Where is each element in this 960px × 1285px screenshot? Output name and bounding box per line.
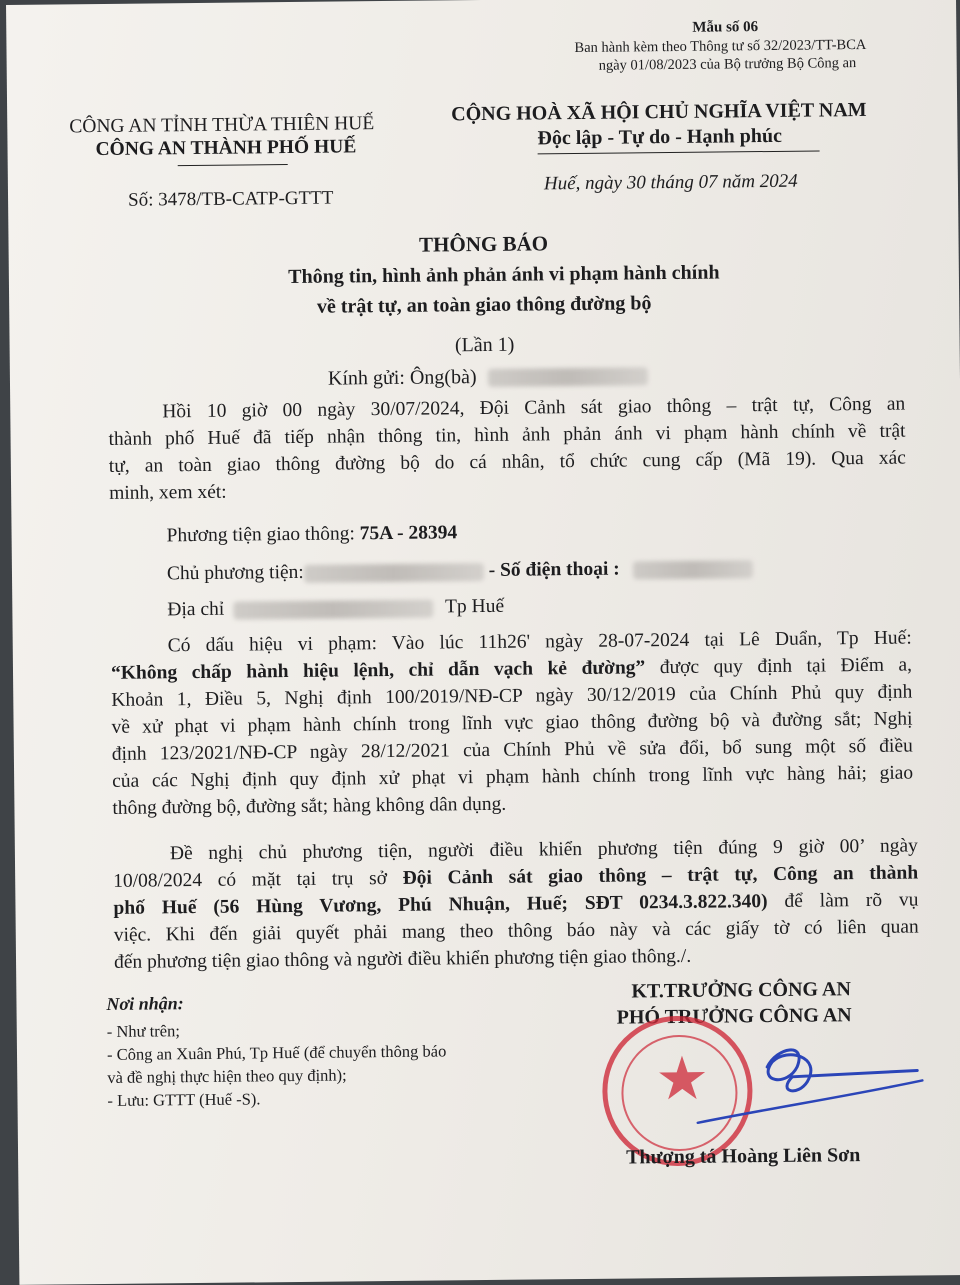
request-line-3	[113, 889, 918, 919]
greeting-label: Kính gửi: Ông(bà)	[327, 366, 477, 390]
owner-label: Chủ phương tiện:	[166, 561, 304, 585]
notice-title: THÔNG BÁO	[418, 231, 549, 257]
signature-line-1: KT.TRƯỞNG CÔNG AN	[631, 978, 851, 1003]
phone-label: - Số điện thoại :	[483, 558, 620, 582]
request-line-1: Đề nghị chủ phương tiện, người điều khiển phương tiện đúng 9 giờ 00’ ngày	[169, 835, 918, 865]
motto-underline	[538, 150, 820, 154]
form-issued-line2: ngày 01/08/2023 của Bộ trưởng Bộ Công an	[598, 55, 857, 74]
vehicle-line	[166, 522, 457, 547]
intro-line-1: Hồi 10 giờ 00 ngày 30/07/2024, Đội Cảnh sát giao thông – trật tự, Công an	[162, 393, 906, 423]
request-unit: Đội Cảnh sát giao thông – trật tự, Công an thành	[402, 862, 919, 889]
violation-line-4: về xử phạt vi phạm hành chính trong lĩnh vực giao thông đường bộ và đường sắt; Nghị	[111, 708, 913, 738]
redacted-phone	[633, 560, 753, 579]
recipient-4: - Lưu: GTTT (Huế -S).	[107, 1089, 261, 1110]
intro-line-4: minh, xem xét:	[109, 481, 227, 504]
request-line-3-rest: để làm rõ vụ	[767, 889, 919, 913]
recipient-2: - Công an Xuân Phú, Tp Huế (để chuyển thông báo	[106, 1041, 447, 1064]
violation-line-7: thông đường bộ, đường sắt; hàng không dân dụng.	[112, 793, 507, 819]
document-page	[6, 0, 960, 1285]
violation-line-3: Khoản 1, Điều 5, Nghị định 100/2019/NĐ-CP ngày 30/12/2019 của Chính Phủ quy định	[111, 681, 913, 711]
violation-line-5: định 123/2021/NĐ-CP ngày 28/12/2021 của Chính Phủ về sửa đổi, bổ sung một số điều	[111, 735, 913, 765]
greeting	[328, 364, 648, 390]
handwritten-signature	[654, 1025, 928, 1138]
address-line	[167, 596, 504, 622]
violation-title: “Không chấp hành hiệu lệnh, chỉ dẫn vạch kẻ đường”	[110, 657, 646, 684]
intro-line-2: thành phố Huế đã tiếp nhận thông tin, hình ảnh phản ánh vi phạm hành chính về trật	[108, 420, 906, 450]
seal-star-icon: ★	[654, 1043, 710, 1115]
nation-motto: Độc lập - Tự do - Hạnh phúc	[537, 124, 783, 150]
signature-line-2: PHÓ TRƯỞNG CÔNG AN	[616, 1004, 852, 1029]
violation-line-2	[111, 655, 912, 685]
request-line-5: đến phương tiện giao thông và người điều khiển phương tiện giao thông./.	[113, 945, 692, 973]
document-number: Số: 3478/TB-CATP-GTTT	[127, 187, 334, 211]
request-line-2	[113, 862, 918, 892]
signer-name: Thượng tá Hoàng Liên Sơn	[626, 1144, 861, 1169]
recipients-title: Nơi nhận:	[106, 993, 184, 1014]
notice-subtitle-2: về trật tự, an toàn giao thông đường bộ	[316, 292, 652, 318]
address-city: Tp Huế	[444, 595, 505, 618]
request-line-2-start: 10/08/2024 có mặt tại trụ sở	[113, 867, 403, 892]
request-address: phố Huế (56 Hùng Vương, Phú Nhuận, Huế; SĐT 0234.3.822.340)	[113, 891, 768, 919]
redacted-address	[233, 599, 433, 619]
address-label: Địa chỉ	[167, 598, 225, 621]
agency-underline	[178, 164, 288, 166]
recipient-3: và đề nghị thực hiện theo quy định);	[107, 1065, 347, 1087]
vehicle-label: Phương tiện giao thông:	[166, 523, 360, 547]
recipient-1: - Như trên;	[106, 1021, 180, 1041]
notice-round: (Lần 1)	[454, 333, 515, 357]
document-date: Huế, ngày 30 tháng 07 năm 2024	[543, 170, 798, 195]
agency-parent: CÔNG AN TỈNH THỪA THIÊN HUẾ	[69, 113, 375, 138]
violation-line-6: của các Nghị định quy định xử phạt vi phạm hành chính trong lĩnh vực hàng hải; giao	[112, 762, 914, 792]
notice-subtitle-1: Thông tin, hình ảnh phản ánh vi phạm hành chính	[288, 261, 720, 289]
intro-line-3: tự, an toàn giao thông đường bộ do cá nhân, tổ chức cung cấp (Mã 19). Qua xác	[108, 447, 906, 477]
form-number: Mẫu số 06	[692, 19, 759, 36]
request-line-4: việc. Khi đến giải quyết phải mang theo thông báo này và các giấy tờ có liên quan	[113, 916, 919, 946]
violation-line-2-rest: được quy định tại Điểm a,	[645, 654, 913, 679]
nation-title: CỘNG HOÀ XÃ HỘI CHỦ NGHĨA VIỆT NAM	[451, 98, 867, 126]
redacted-name	[487, 368, 647, 388]
redacted-owner	[304, 563, 484, 583]
agency-name: CÔNG AN THÀNH PHỐ HUẾ	[95, 136, 357, 161]
form-issued-line1: Ban hành kèm theo Thông tư số 32/2023/TT-BCA	[574, 36, 867, 57]
license-plate: 75A - 28394	[359, 522, 458, 545]
violation-line-1: Có dấu hiệu vi phạm: Vào lúc 11h26' ngày 28-07-2024 tại Lê Duẩn, Tp Huế:	[167, 627, 912, 657]
owner-line	[167, 557, 753, 585]
